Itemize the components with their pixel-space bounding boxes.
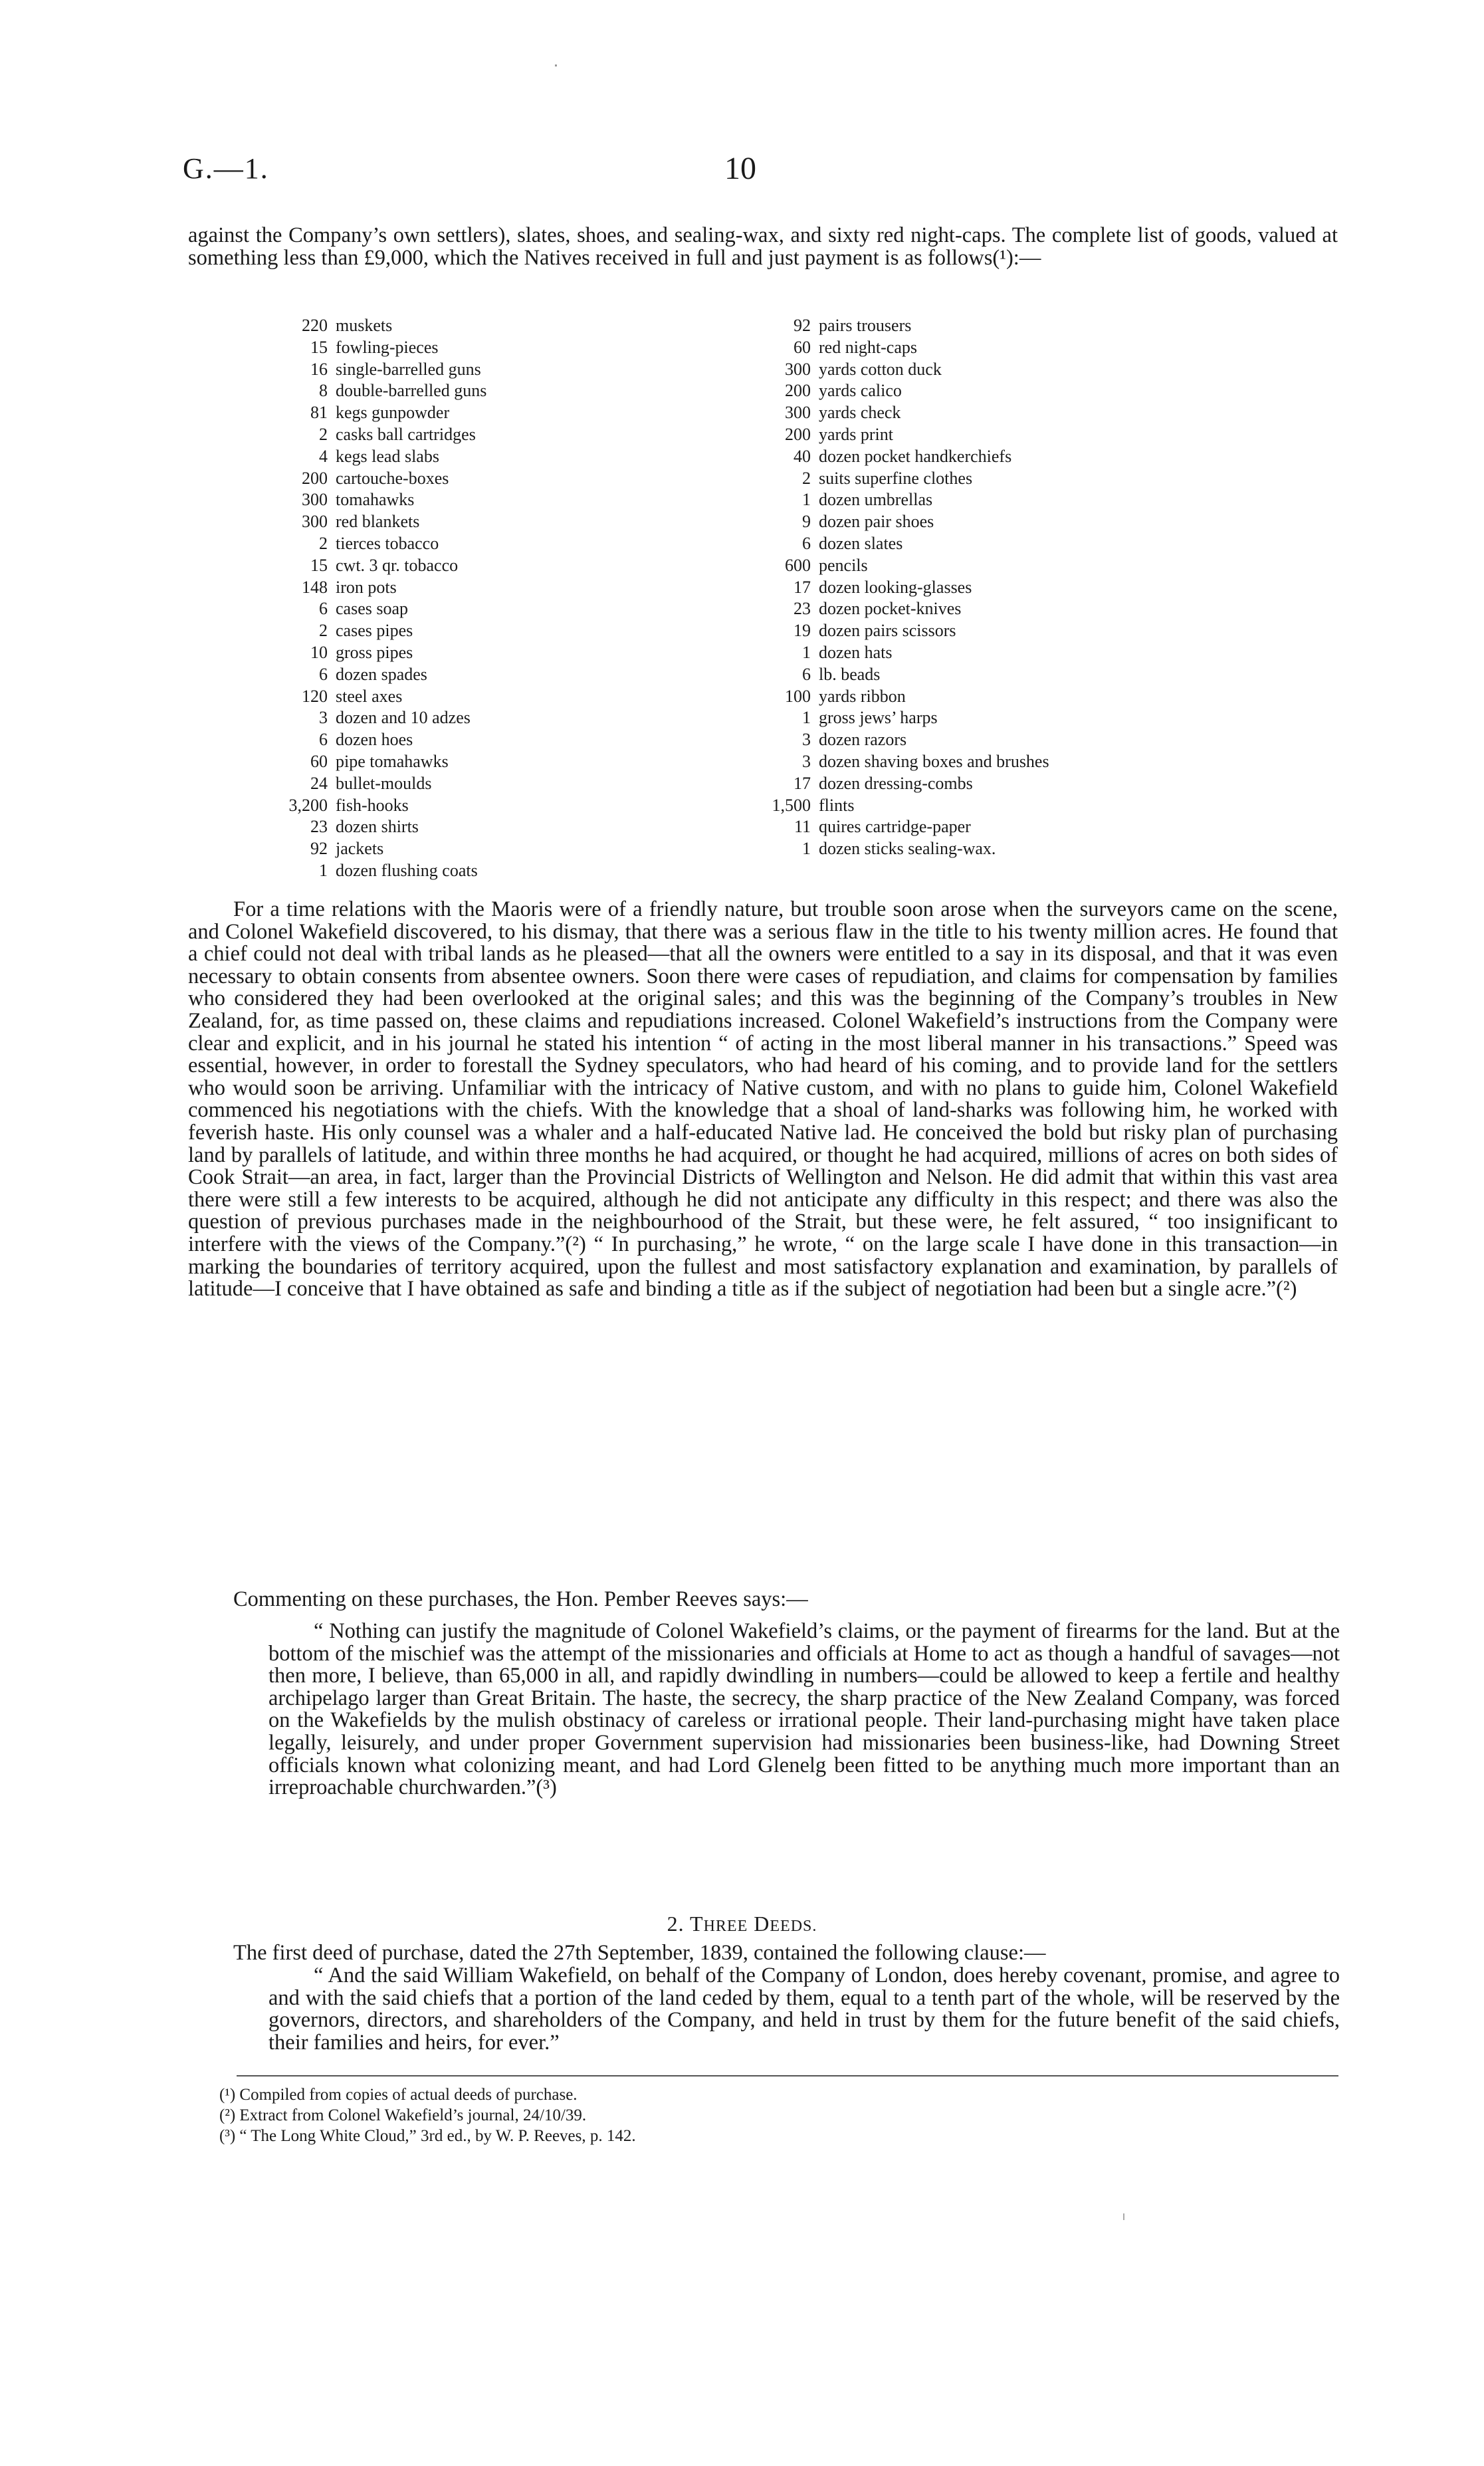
goods-name: cases pipes [336,621,413,641]
goods-list-item [256,446,486,468]
goods-quantity: 92 [310,839,328,859]
goods-name: dozen pairs scissors [819,621,956,641]
goods-name: yards cotton duck [819,359,942,379]
goods-quantity: 220 [302,316,328,335]
goods-quantity: 300 [785,359,811,379]
goods-list-item [256,686,486,708]
scan-mark [1123,2213,1124,2220]
goods-quantity: 1 [802,642,811,662]
goods-list-item [256,577,486,599]
goods-name: suits superfine clothes [819,468,973,488]
goods-list-item [751,489,1049,511]
goods-list-item [256,533,486,555]
goods-name: dozen razors [819,730,907,750]
goods-list-item [256,468,486,490]
goods-quantity: 23 [310,817,328,837]
goods-quantity: 2 [319,533,328,553]
goods-quantity: 1 [802,490,811,510]
goods-name: dozen spades [336,664,427,684]
goods-list-item [751,729,1049,751]
goods-list-item [256,555,486,577]
goods-name: dozen shaving boxes and brushes [819,751,1049,771]
goods-quantity: 15 [310,337,328,357]
goods-name: dozen pair shoes [819,512,934,532]
goods-list-item [256,337,486,359]
goods-quantity: 120 [302,686,328,706]
goods-name: yards print [819,424,893,444]
goods-name: pipe tomahawks [336,751,449,771]
goods-list-item [751,424,1049,446]
goods-name: bullet-moulds [336,773,432,793]
goods-quantity: 1,500 [772,795,811,815]
goods-quantity: 6 [319,730,328,750]
goods-quantity: 2 [319,424,328,444]
goods-list-item [256,315,486,337]
goods-list-item [751,751,1049,773]
goods-quantity: 24 [310,773,328,793]
deed-intro: The first deed of purchase, dated the 27th September, 1839, contained the following clause:— [233,1941,1046,1965]
goods-quantity: 60 [310,751,328,771]
goods-quantity: 1 [319,860,328,880]
goods-quantity: 6 [319,599,328,619]
goods-name: red blankets [336,512,420,532]
goods-name: tierces tobacco [336,533,439,553]
goods-list-item [751,380,1049,402]
goods-list-item [751,555,1049,577]
goods-name: fowling-pieces [336,337,439,357]
goods-list-item [751,686,1049,708]
goods-quantity: 9 [802,512,811,532]
goods-name: dozen slates [819,533,903,553]
goods-name: pairs trousers [819,316,912,335]
goods-list-item [256,359,486,381]
goods-name: kegs gunpowder [336,403,450,423]
goods-list-item [751,359,1049,381]
goods-name: muskets [336,316,393,335]
goods-quantity: 60 [794,337,811,357]
goods-name: dozen hoes [336,730,413,750]
goods-name: dozen dressing-combs [819,773,973,793]
deed-clause-quote: “ And the said William Wakefield, on behalf of the Company of London, does hereby covenant, promise, and agree to and with the said chiefs that a portion of the land ceded by them, equal to a tenth part of the whole, will be reserved by the governors, directors, and shareholders of the Company, and held in trust by them for the future benefit of the said chiefs, their families and heirs, for ever.” [268,1963,1340,2055]
reeves-quote: “ Nothing can justify the magnitude of Colonel Wakefield’s claims, or the payment of firearms for the land. But at the bottom of the mischief was the attempt of the missionaries and officials at Home to act as though a handful of savages—not then more, I believe, than 65,000 in all, and rapidly dwindling in numbers—could be allowed to keep a fertile and healthy archipelago larger than Great Britain. The haste, the secrecy, the sharp practice of the New Zealand Company, was forced on the Wakefields by the mulish obstinacy of careless or irrational people. Their land-purchasing might have taken place legally, leisurely, and under proper Government supervision had missionaries been business-like, had Downing Street officials known what colonizing meant, and had Lord Glenelg been fitted to be anything much more important than an irreproachable churchwarden.”(³) [268,1619,1340,1800]
goods-quantity: 2 [319,621,328,641]
goods-name: dozen pocket-knives [819,599,962,619]
goods-quantity: 3 [802,751,811,771]
goods-quantity: 148 [302,577,328,597]
goods-list-item [751,337,1049,359]
goods-list-right [751,315,1049,860]
goods-list-item [256,511,486,533]
goods-list-item [751,315,1049,337]
goods-quantity: 1 [802,708,811,728]
goods-list-item [751,598,1049,620]
goods-list-item [751,664,1049,686]
goods-list-item [256,664,486,686]
goods-quantity: 19 [794,621,811,641]
goods-name: tomahawks [336,490,415,510]
goods-list-item [256,380,486,402]
goods-quantity: 200 [302,468,328,488]
goods-name: single-barrelled guns [336,359,481,379]
goods-quantity: 300 [785,403,811,423]
goods-list-item [751,468,1049,490]
goods-quantity: 3,200 [288,795,328,815]
goods-list-item [751,533,1049,555]
goods-name: pencils [819,555,868,575]
footnote-1: (¹) Compiled from copies of actual deeds of purchase. [219,2086,578,2104]
goods-name: dozen looking-glasses [819,577,972,597]
goods-name: dozen pocket handkerchiefs [819,446,1012,466]
goods-name: dozen umbrellas [819,490,933,510]
section-heading [0,1912,1484,1936]
goods-quantity: 2 [802,468,811,488]
goods-list-item [751,707,1049,729]
goods-quantity: 16 [310,359,328,379]
goods-list-item [751,642,1049,664]
goods-list-item [256,860,486,882]
goods-list-item [256,838,486,860]
goods-quantity: 3 [802,730,811,750]
goods-list-item [256,402,486,424]
goods-quantity: 11 [794,817,811,837]
goods-name: double-barrelled guns [336,381,487,401]
goods-quantity: 4 [319,446,328,466]
goods-name: kegs lead slabs [336,446,439,466]
document-reference: G.—1. [183,152,269,185]
footnote-2: (²) Extract from Colonel Wakefield’s journal, 24/10/39. [219,2106,587,2124]
goods-name: cwt. 3 qr. tobacco [336,555,459,575]
goods-name: dozen and 10 adzes [336,708,471,728]
goods-quantity: 17 [794,577,811,597]
goods-name: casks ball cartridges [336,424,476,444]
goods-quantity: 6 [802,664,811,684]
goods-quantity: 600 [785,555,811,575]
goods-quantity: 8 [319,381,328,401]
goods-name: red night-caps [819,337,918,357]
goods-quantity: 15 [310,555,328,575]
goods-quantity: 23 [794,599,811,619]
goods-list-item [751,816,1049,838]
goods-name: steel axes [336,686,403,706]
goods-name: yards check [819,403,901,423]
goods-quantity: 1 [802,839,811,859]
goods-quantity: 300 [302,512,328,532]
goods-name: iron pots [336,577,397,597]
section-number: 2. [667,1912,685,1936]
commenting-line: Commenting on these purchases, the Hon. Pember Reeves says:— [233,1587,808,1611]
goods-quantity: 3 [319,708,328,728]
goods-name: dozen flushing coats [336,860,478,880]
intro-paragraph: against the Company’s own settlers), slates, shoes, and sealing-wax, and sixty red night-caps. The complete list of goods, valued at something less than £9,000, which the Natives received in full and just payment is as follows(¹):— [188,223,1338,270]
goods-list-item [751,795,1049,817]
goods-quantity: 6 [319,664,328,684]
goods-list-left [256,315,486,882]
goods-name: quires cartridge-paper [819,817,971,837]
goods-list-item [751,446,1049,468]
body-paragraph: For a time relations with the Maoris were of a friendly nature, but trouble soon arose when the surveyors came on the scene, and Colonel Wakefield discovered, to his dismay, that there was a serious flaw in the title to his twenty million acres. He found that a chief could not deal with tribal lands as he pleased—that all the owners were entitled to a say in its disposal, and that it was even necessary to obtain consents from absentee owners. Soon there were cases of repudiation, and claims for compensation by families who considered they had been overlooked at the original sales; and this was the beginning of the Company’s troubles in New Zealand, for, as time passed on, these claims and repudiations increased. Colonel Wakefield’s instructions from the Company were clear and explicit, and in his journal he stated his intention “ of acting in the most liberal manner in his transactions.” Speed was essential, however, in order to forestall the Sydney speculators, who had heard of his coming, and to provide land for the settlers who would soon be arriving. Unfamiliar with the intricacy of Native custom, and with no plans to guide him, Colonel Wakefield commenced his negotiations with the chiefs. With the knowledge that a shoal of land-sharks was following him, he worked with feverish haste. His only counsel was a whaler and a half-educated Native lad. He conceived the bold but risky plan of purchasing land by parallels of latitude, and within three months he had acquired, or thought he had acquired, millions of acres on both sides of Cook Strait—an area, in fact, larger than the Provincial Districts of Wellington and Nelson. He did admit that within this vast area there were still a few interests to be acquired, although he did not anticipate any difficulty in this respect; and there was also the question of previous purchases made in the neighbourhood of the Strait, but these were, he felt assured, “ too insignificant to interfere with the views of the Company.”(²) “ In purchasing,” he wrote, “ on the large scale I have done in this transaction—in marking the boundaries of territory acquired, upon the fullest and most satisfactory explanation and examination, by parallels of latitude—I conceive that I have obtained as safe and binding a title as if the subject of negotiation had been but a single acre.”(²) [188,897,1338,1301]
goods-list-item [256,424,486,446]
goods-quantity: 81 [310,403,328,423]
goods-list-item [256,773,486,795]
goods-list-item [256,598,486,620]
goods-name: lb. beads [819,664,881,684]
heading-word-deeds: DEEDS. [754,1912,817,1936]
goods-quantity: 10 [310,642,328,662]
goods-list-item [256,707,486,729]
heading-word-three: THREE [690,1912,748,1936]
goods-list-item [256,816,486,838]
goods-list-item [751,402,1049,424]
goods-quantity: 40 [794,446,811,466]
goods-list-item [256,751,486,773]
goods-name: yards calico [819,381,902,401]
goods-list-item [256,620,486,642]
footnote-3: (³) “ The Long White Cloud,” 3rd ed., by W. P. Reeves, p. 142. [219,2127,636,2145]
goods-name: fish-hooks [336,795,409,815]
goods-name: cartouche-boxes [336,468,449,488]
goods-list-item [256,642,486,664]
goods-list-item [751,577,1049,599]
goods-name: yards ribbon [819,686,906,706]
goods-quantity: 300 [302,490,328,510]
goods-name: flints [819,795,855,815]
goods-name: jackets [336,839,384,859]
goods-list-item [751,620,1049,642]
goods-list-item [751,773,1049,795]
footnote-divider [237,2075,1338,2076]
goods-quantity: 17 [794,773,811,793]
goods-name: gross pipes [336,642,413,662]
footnotes [219,2084,636,2146]
goods-quantity: 100 [785,686,811,706]
goods-quantity: 200 [785,381,811,401]
goods-list-item [751,838,1049,860]
goods-list-item [256,729,486,751]
goods-quantity: 200 [785,424,811,444]
goods-name: dozen sticks sealing-wax. [819,839,996,859]
scan-mark [555,64,557,66]
goods-name: cases soap [336,599,409,619]
goods-quantity: 6 [802,533,811,553]
goods-name: dozen hats [819,642,893,662]
goods-list-item [256,795,486,817]
goods-name: dozen shirts [336,817,419,837]
goods-list-item [751,511,1049,533]
goods-quantity: 92 [794,316,811,335]
goods-list-item [256,489,486,511]
goods-name: gross jews’ harps [819,708,938,728]
page-number: 10 [724,151,756,186]
